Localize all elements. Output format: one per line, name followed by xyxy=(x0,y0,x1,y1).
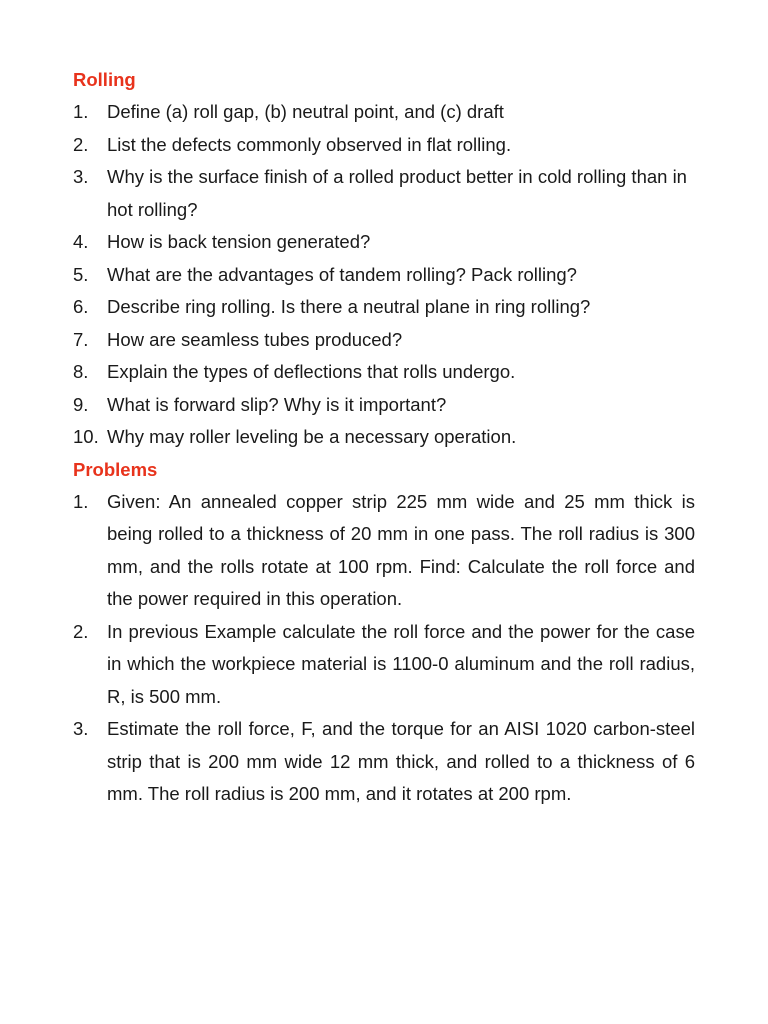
list-item xyxy=(73,713,695,811)
item-number: 2. xyxy=(73,133,89,155)
item-text: How is back tension generated? xyxy=(107,231,371,252)
item-number: 2. xyxy=(73,620,89,642)
item-text: What is forward slip? Why is it important? xyxy=(107,393,447,415)
item-number: 7. xyxy=(73,328,89,350)
rolling-question-list xyxy=(73,96,695,454)
list-item xyxy=(73,161,695,226)
list-item xyxy=(73,616,695,714)
list-item xyxy=(73,486,695,616)
item-number: 8. xyxy=(73,361,89,382)
problems-heading: Problems xyxy=(73,458,158,480)
item-text: What are the advantages of tandem rolling? Pack rolling? xyxy=(107,263,577,285)
list-item xyxy=(73,226,695,259)
list-item xyxy=(73,421,695,454)
rolling-heading: Rolling xyxy=(73,69,136,90)
item-number: 1. xyxy=(73,490,89,512)
item-text: Explain the types of deflections that rolls undergo. xyxy=(107,361,516,382)
item-text: Describe ring rolling. Is there a neutral plane in ring rolling? xyxy=(107,296,591,317)
item-text: List the defects commonly observed in flat rolling. xyxy=(107,133,512,155)
list-item xyxy=(73,259,695,292)
list-item xyxy=(73,291,695,324)
item-text: Why may roller leveling be a necessary operation. xyxy=(107,426,517,447)
item-number: 6. xyxy=(73,296,89,317)
list-item xyxy=(73,356,695,389)
item-text: Given: An annealed copper strip 225 mm wide and 25 mm thick is being rolled to a thickness of 20 mm in one pass. The roll radius is 300 mm, and the rolls rotate at 100 rpm. Find: Calculate the roll force and the power required in this operation. xyxy=(107,490,695,609)
list-item xyxy=(73,96,695,129)
item-number: 9. xyxy=(73,393,89,415)
document-page xyxy=(73,64,695,811)
list-item xyxy=(73,324,695,357)
item-text: Define (a) roll gap, (b) neutral point, and (c) draft xyxy=(107,101,504,122)
item-number: 3. xyxy=(73,718,89,739)
item-number: 1. xyxy=(73,101,89,122)
item-number: 5. xyxy=(73,263,89,285)
item-text: How are seamless tubes produced? xyxy=(107,328,403,350)
problems-list xyxy=(73,486,695,811)
item-number: 3. xyxy=(73,166,89,187)
list-item xyxy=(73,389,695,422)
item-number: 4. xyxy=(73,231,89,252)
item-text: Estimate the roll force, F, and the torque for an AISI 1020 carbon-steel strip that is 200 mm wide 12 mm thick, and rolled to a thickness of 6 mm. The roll radius is 200 mm, and it rotates at 200 rpm. xyxy=(107,718,695,804)
item-text: Why is the surface finish of a rolled product better in cold rolling than in hot rolling? xyxy=(107,166,687,220)
item-number: 10. xyxy=(73,426,99,447)
list-item xyxy=(73,129,695,162)
item-text: In previous Example calculate the roll force and the power for the case in which the workpiece material is 1100-0 aluminum and the roll radius, R, is 500 mm. xyxy=(107,620,695,707)
